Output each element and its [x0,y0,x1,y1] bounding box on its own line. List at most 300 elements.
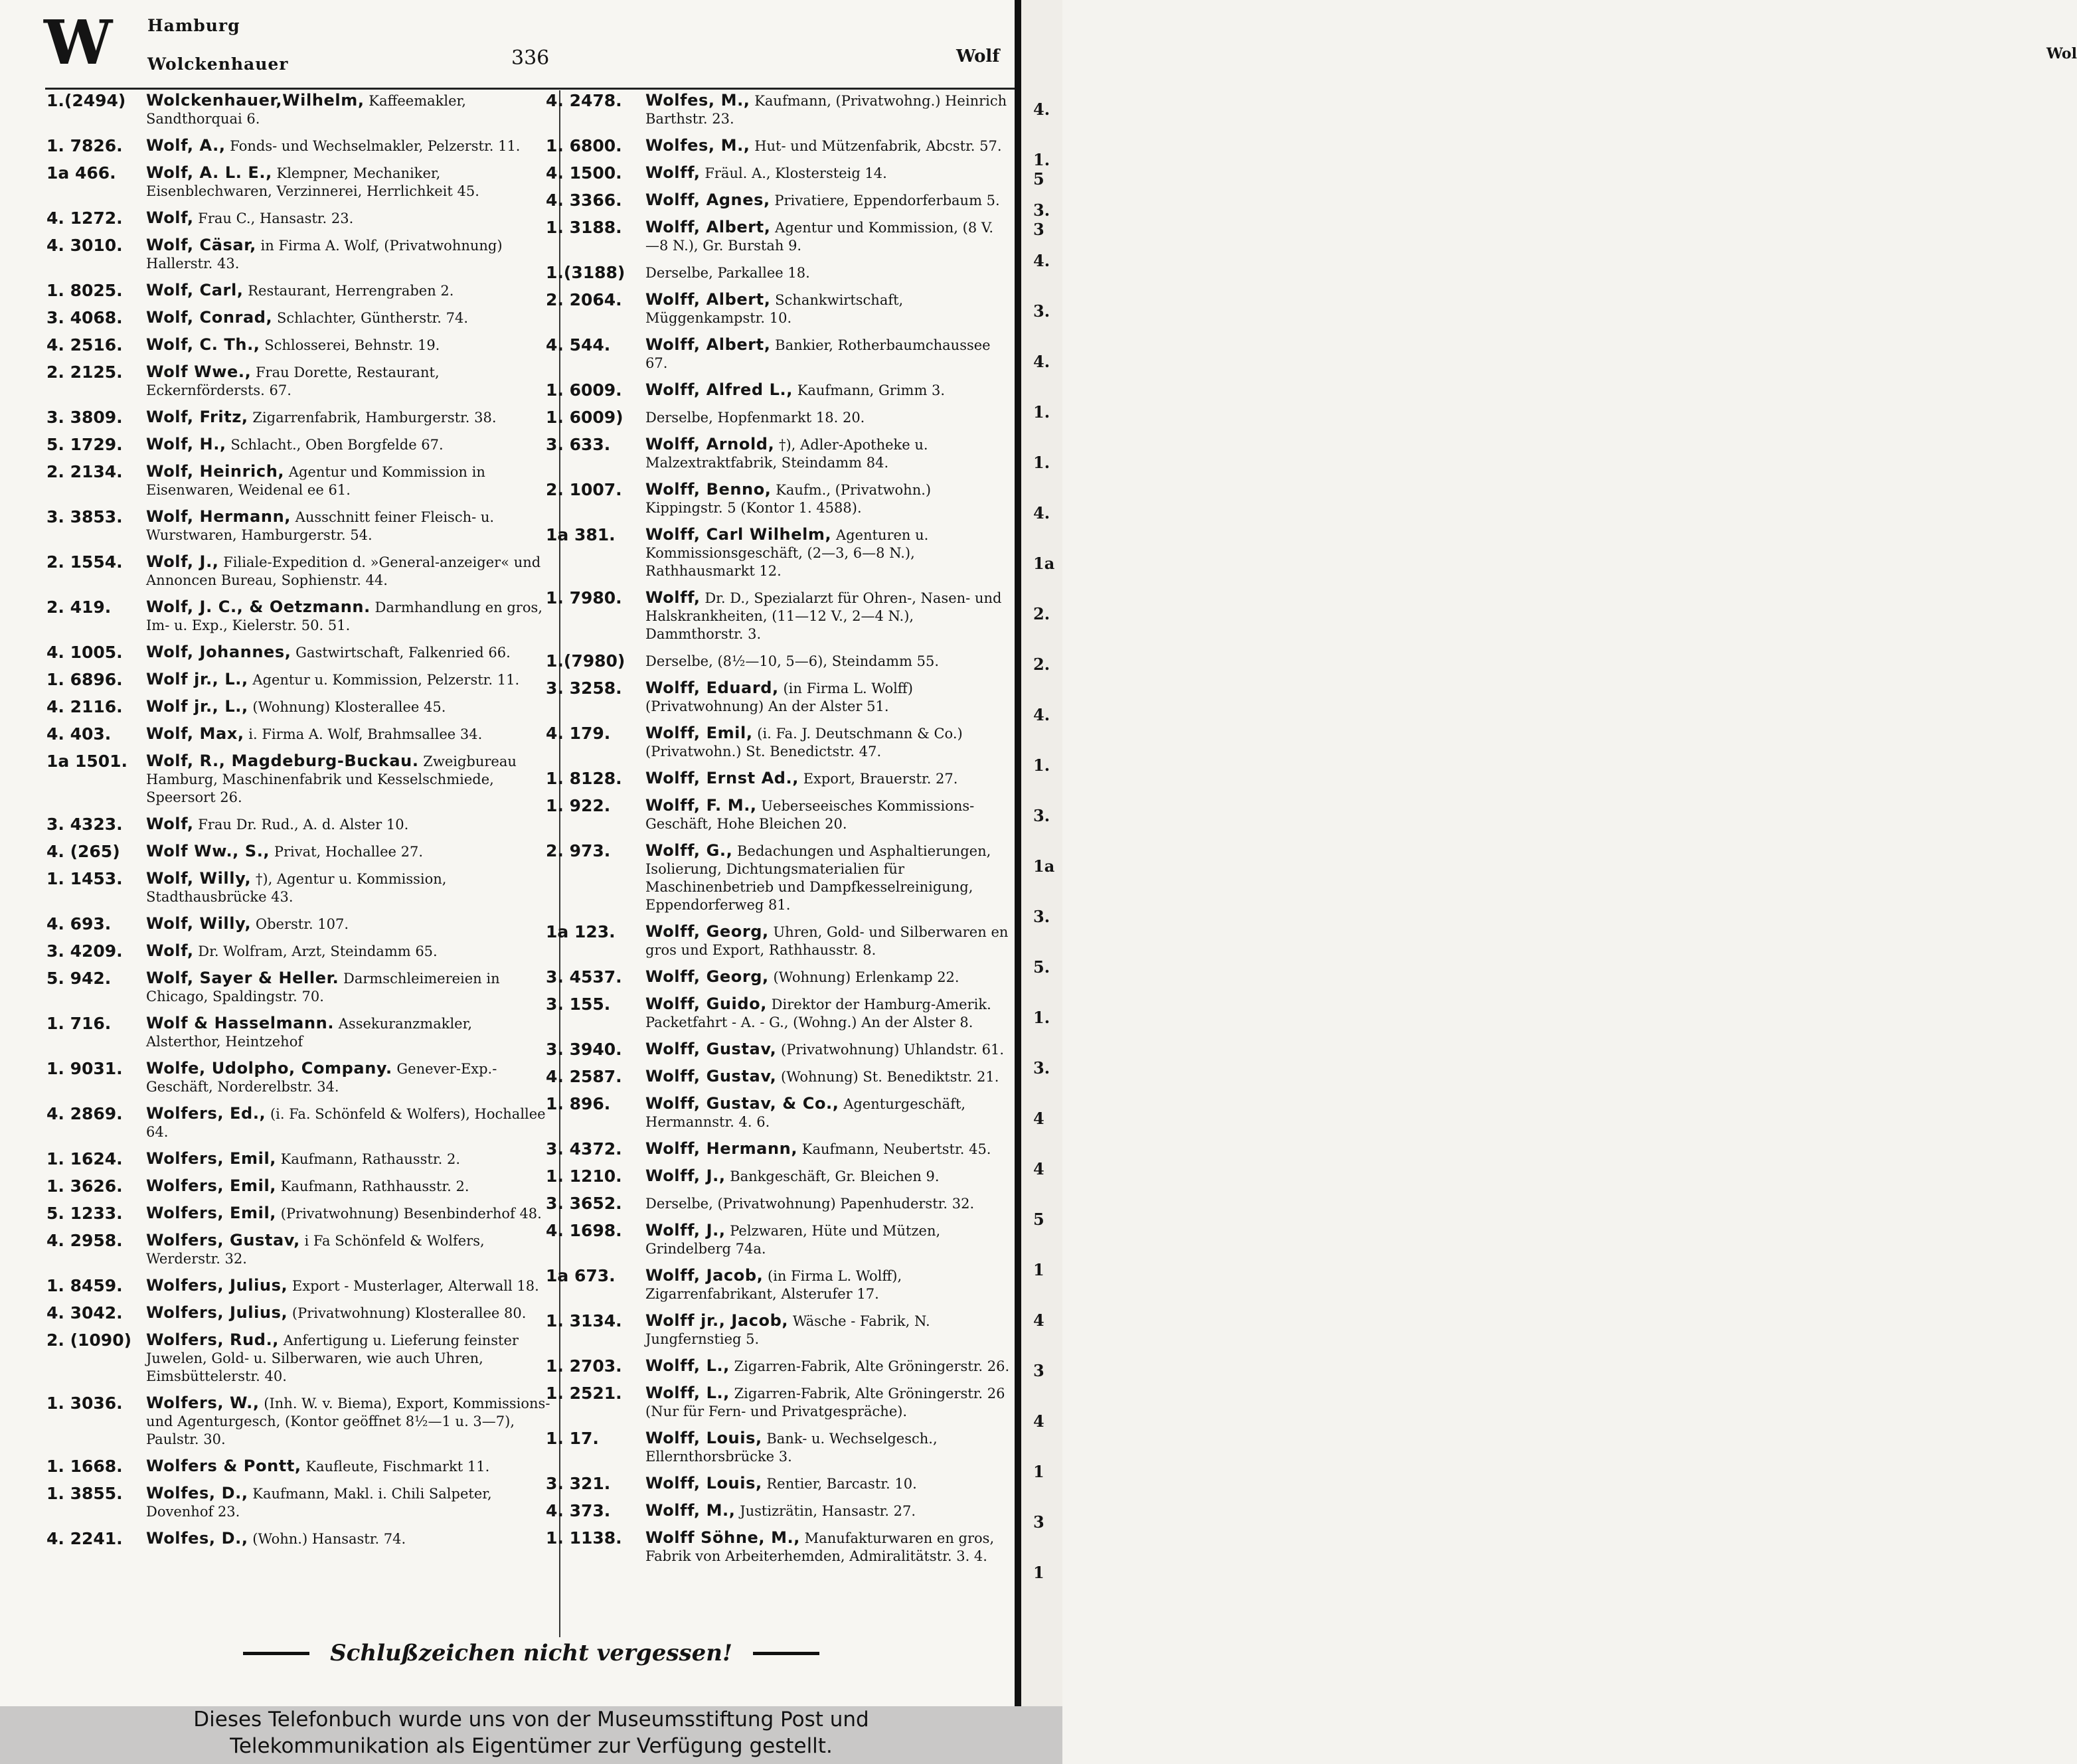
entry-details: Bank- u. Wechselgesch., Ellernthorsbrücke 3. [645,1431,938,1465]
entry-number: 4. 1500. [546,163,622,183]
entry-details: Genever-Exp.-Geschäft, Norderelbstr. 34. [146,1061,497,1095]
entry-number: 1. 9031. [46,1059,123,1078]
directory-entry [46,1394,551,1449]
entry-details: (Privatwohnung) Klosterallee 80. [291,1305,527,1321]
entry-details: Zweigbureau Hamburg, Maschinenfabrik und Kesselschmiede, Speersort 26. [146,754,517,805]
entry-name: Wolff, Hermann, [645,1139,798,1158]
adjacent-page-number: 1a [1033,554,1055,573]
entry-details: Kaufmann, Rathausstr. 2. [280,1151,460,1167]
entry-number: 2. 1007. [546,480,622,499]
entry-name: Wolfers, Emil, [146,1149,277,1168]
directory-entry [546,1429,1011,1466]
directory-entry [546,968,1011,987]
entry-name: Wolf, C. Th., [146,335,260,354]
entry-details: Privatiere, Eppendorferbaum 5. [774,193,1000,208]
directory-entry [46,1060,551,1096]
entry-number: 1. 3134. [546,1311,622,1330]
directory-entry [46,1457,551,1476]
entry-name: Wolfers & Pontt, [146,1457,301,1475]
adjacent-page-number: 1. [1033,402,1050,422]
entry-name: Wolf, Fritz, [146,408,248,426]
entry-number: 4. 403. [46,724,112,744]
directory-entry [546,842,1011,914]
adjacent-page-number: 4 [1033,1311,1044,1330]
adjacent-page-number: 2. [1033,655,1050,674]
directory-entry [46,309,551,327]
adjacent-page-number: 4. [1033,705,1050,724]
entry-details: Kaufleute, Fischmarkt 11. [305,1459,490,1475]
directory-entry [546,1502,1011,1520]
entry-name: Wolff, Eduard, [645,679,779,697]
entry-number: 1. 7980. [546,588,622,607]
entry-number: 2. 419. [46,598,112,617]
footer-line-1: Dieses Telefonbuch wurde uns von der Museumsstiftung Post und [193,1708,869,1731]
entry-details: Dr. Wolfram, Arzt, Steindamm 65. [198,943,438,959]
directory-entry [546,1267,1011,1303]
adjacent-page-number: 3 [1033,1512,1044,1532]
section-letter: W [44,7,113,78]
entry-name: Wolf, Willy, [146,914,252,933]
adjacent-page-number: 3. [1033,301,1050,321]
entry-number: 1. 8025. [46,281,123,300]
directory-entry [546,1529,1011,1565]
entry-details: Kaufmann, (Privatwohng.) Heinrich Barthstr. 23. [645,93,1007,127]
directory-entry [46,209,551,228]
entry-number: 4. 179. [546,724,611,743]
entry-number: 4. 2516. [46,335,123,355]
entry-name: Wolfes, M., [645,136,750,155]
entry-name: Wolff, L., [645,1356,730,1375]
closing-reminder [0,1640,1062,1666]
entry-number: 1. 922. [546,796,611,815]
entry-number: 3. 633. [546,435,611,454]
directory-entry [546,1312,1011,1348]
entry-details: Derselbe, (8½—10, 5—6), Steindamm 55. [645,653,940,669]
header-first-name: Wolckenhauer [147,54,289,74]
directory-entry [546,724,1011,761]
entry-details: Hut- und Mützenfabrik, Abcstr. 57. [754,138,1002,154]
entry-details: in Firma A. Wolf, (Privatwohnung) Hallerstr. 43. [146,238,503,272]
adjacent-page-number: 1a [1033,856,1055,876]
entry-number: 2. 2134. [46,462,123,481]
directory-entry [46,463,551,499]
right-column [546,92,1011,1574]
entry-number: 1. 716. [46,1014,112,1033]
adjacent-page-number: 1. 5 [1033,150,1050,189]
directory-entry [46,1304,551,1323]
entry-name: Wolff, Emil, [645,724,753,742]
directory-entry [46,436,551,454]
entry-number: 1a 1501. [46,752,128,771]
entry-details: Bankier, Rotherbaumchaussee 67. [645,337,991,371]
closing-text: Schlußzeichen nicht vergessen! [330,1640,732,1666]
directory-entry [46,281,551,300]
adjacent-page-number: 1 [1033,1462,1044,1481]
adjacent-page-number: 1. [1033,453,1050,472]
directory-entry [546,408,1011,427]
entry-details: †), Agentur u. Kommission, Stadthausbrücke 43. [146,871,447,905]
entry-details: Wäsche - Fabrik, N. Jungfernstieg 5. [645,1313,930,1347]
entry-name: Wolfers, Gustav, [146,1231,300,1249]
entry-number: 1. 8128. [546,769,622,788]
adjacent-page-number: 3 [1033,1361,1044,1380]
entry-details: Bankgeschäft, Gr. Bleichen 9. [730,1168,940,1184]
directory-entry [46,553,551,590]
directory-entry [546,679,1011,716]
entry-details: Agenturgeschäft, Hermannstr. 4. 6. [645,1096,966,1130]
directory-entry [546,769,1011,788]
adjacent-page-number: 1. [1033,1008,1050,1027]
directory-entry [546,218,1011,255]
entry-name: Wolff, L., [645,1384,730,1402]
directory-entry [546,1167,1011,1186]
directory-entry [546,1384,1011,1421]
entry-name: Wolff, Arnold, [645,435,775,453]
entry-details: Manufakturwaren en gros, Fabrik von Arbeiterhemden, Admiralitätstr. 3. 4. [645,1530,995,1564]
entry-number: 2. 2125. [46,362,123,382]
entry-number: 4. 373. [546,1501,611,1520]
entry-details: (Inh. W. v. Biema), Export, Kommissions- und Agenturgesch, (Kontor geöffnet 8½—1 u. 3—7), Paulstr. 30. [146,1396,550,1447]
entry-name: Wolff, Jacob, [645,1266,764,1285]
entry-details: Anfertigung u. Lieferung feinster Juwelen, Gold- u. Silberwaren, wie auch Uhren, Eimsbüttelerstr. 40. [146,1332,519,1384]
adjacent-page-number: 1 [1033,1563,1044,1582]
entry-details: Bedachungen und Asphaltierungen, Isolierung, Dichtungsmaterialien für Maschinenbetrieb und Dampfkesselreinigung, Eppendorferweg 81. [645,843,991,913]
entry-name: Wolfers, Rud., [146,1330,280,1349]
entry-details: Uhren, Gold- und Silberwaren en gros und Export, Rathhausstr. 8. [645,924,1009,958]
directory-entry [546,291,1011,327]
entry-number: 1a 381. [546,525,616,544]
entry-name: Wolf, H., [146,435,226,453]
entry-number: 3. 4209. [46,941,123,961]
directory-entry [46,137,551,155]
adjacent-page-number: 4. [1033,352,1050,371]
entry-number: 4. 2241. [46,1529,123,1548]
adjacent-page-number: 3. [1033,1058,1050,1078]
adjacent-page-number: 5. [1033,957,1050,977]
entry-number: 1. 7826. [46,136,123,155]
entry-details: †), Adler-Apotheke u. Malzextraktfabrik, Steindamm 84. [645,437,928,471]
directory-entry [546,336,1011,372]
entry-name: Wolff, Agnes, [645,191,770,209]
entry-name: Wolf, A. L. E., [146,163,272,182]
entry-number: 5. 1729. [46,435,123,454]
entry-details: Kaufm., (Privatwohn.) Kippingstr. 5 (Kontor 1. 4588). [645,482,932,516]
directory-entry [46,842,551,861]
entry-details: Kaufmann, Makl. i. Chili Salpeter, Dovenhof 23. [146,1486,492,1520]
entry-name: Wolf, Cäsar, [146,236,256,254]
entry-details: Kaufmann, Grimm 3. [797,382,946,398]
entry-name: Wolfers, Emil, [146,1204,277,1222]
entry-number: 1a 673. [546,1266,616,1285]
entry-details: Agenturen u. Kommissionsgeschäft, (2—3, 6—8 N.), Rathhausmarkt 12. [645,527,929,579]
entry-number: 1. 6800. [546,136,622,155]
adjacent-page-number: 4 [1033,1109,1044,1128]
entry-details: Kaufmann, Rathhausstr. 2. [280,1178,469,1194]
entry-name: Wolff, Louis, [645,1474,762,1492]
closing-line-right [753,1652,819,1655]
entry-details: Gastwirtschaft, Falkenried 66. [295,645,511,661]
entry-number: 4. 544. [546,335,611,355]
entry-name: Wolf Wwe., [146,362,252,381]
directory-entry [546,1194,1011,1213]
entry-number: 3. 4537. [546,967,622,987]
entry-details: Agentur und Kommission, (8 V. —8 N.), Gr. Burstah 9. [645,220,994,254]
entry-details: i Fa Schönfeld & Wolfers, Werderstr. 32. [146,1233,485,1267]
entry-name: Wolf Ww., S., [146,842,270,860]
directory-entry [546,589,1011,643]
entry-number: 1. 2521. [546,1384,622,1403]
adjacent-page-number: 4. [1033,503,1050,522]
header-city: Hamburg [147,16,240,35]
entry-number: 2. 973. [546,841,611,860]
entry-number: 3. 3258. [546,679,622,698]
entry-name: Wolff, Benno, [645,480,772,499]
directory-entry [546,1040,1011,1059]
entry-number: 1. 1210. [546,1166,622,1186]
directory-entry [46,1204,551,1223]
entry-name: Wolf, A., [146,136,226,155]
entry-name: Wolff, [645,588,701,607]
entry-name: Wolff, Carl Wilhelm, [645,525,832,544]
directory-entry [46,815,551,834]
entry-name: Wolf jr., L., [146,670,248,688]
entry-name: Wolff, Albert, [645,218,771,236]
adjacent-page-number: 4 [1033,1159,1044,1178]
entry-number: 4. 3042. [46,1303,123,1323]
entry-number: 4. 3010. [46,236,123,255]
entry-name: Wolf, Conrad, [146,308,273,327]
entry-name: Wolff, M., [645,1501,736,1520]
entry-number: 1. 8459. [46,1276,123,1295]
entry-details: (Wohnung) St. Benediktstr. 21. [781,1069,999,1085]
entry-name: Wolff, Gustav, & Co., [645,1094,839,1113]
entry-number: 3. 4323. [46,815,123,834]
entry-details: Export, Brauerstr. 27. [803,771,958,787]
directory-entry [46,598,551,635]
entry-number: 4. 2478. [546,91,622,110]
entry-details: Agentur u. Kommission, Pelzerstr. 11. [252,672,520,688]
adjacent-page-number: 4. [1033,100,1050,119]
footer-banner [0,1706,1062,1764]
directory-entry [546,191,1011,210]
entry-number: 3. 3853. [46,507,123,526]
entry-number: 1a 466. [46,163,116,183]
entry-number: 1. 1668. [46,1457,123,1476]
entry-name: Wolf, Sayer & Heller. [146,969,339,987]
entry-details: Schlachter, Güntherstr. 74. [276,310,469,326]
entry-name: Wolckenhauer,Wilhelm, [146,91,365,110]
entry-name: Wolfes, D., [146,1484,248,1502]
entry-details: Dr. D., Spezialarzt für Ohren-, Nasen- und Halskrankheiten, (11—12 V., 2—4 N.), Dammthorstr. 3. [645,590,1002,642]
directory-entry [46,1530,551,1548]
directory-entry [546,1222,1011,1258]
entry-number: 5. 1233. [46,1204,123,1223]
entry-name: Wolff, [645,163,701,182]
directory-entry [546,526,1011,580]
header-last-name: Wolf [956,46,1000,66]
entry-name: Wolfers, W., [146,1394,260,1412]
entry-details: Pelzwaren, Hüte und Mützen, Grindelberg 74a. [645,1223,941,1257]
directory-entry [46,671,551,689]
adjacent-page-number: 1 [1033,1260,1044,1279]
entry-name: Wolff Söhne, M., [645,1528,800,1547]
directory-entry [46,870,551,906]
entry-details: Filiale-Expedition d. »General-anzeiger« und Annoncen Bureau, Sophienstr. 44. [146,554,541,588]
adjacent-page-number: 4 [1033,1411,1044,1431]
entry-number: 4. 1005. [46,643,123,662]
entry-details: Assekuranzmakler, Alsterthor, Heintzehof [146,1016,473,1050]
entry-number: 1. 3036. [46,1394,123,1413]
entry-number: 5. 942. [46,969,112,988]
directory-entry [46,725,551,744]
directory-entry [46,1331,551,1386]
entry-details: Export - Musterlager, Alterwall 18. [291,1278,539,1294]
entry-number: 2. (1090) [46,1330,132,1350]
entry-details: (i. Fa. J. Deutschmann & Co.) (Privatwohn.) St. Benedictstr. 47. [645,726,963,760]
entry-name: Wolf, Max, [146,724,244,743]
directory-entry [46,408,551,427]
directory-entry [546,923,1011,959]
directory-entry [46,363,551,400]
entry-name: Wolf, Heinrich, [146,462,285,481]
entry-name: Wolff, Guido, [645,995,767,1013]
entry-details: Zigarrenfabrik, Hamburgerstr. 38. [252,410,497,426]
directory-entry [46,1014,551,1051]
entry-details: Kaffeemakler, Sandthorquai 6. [146,93,466,127]
entry-number: 1. 6009. [546,380,622,400]
directory-entry [46,942,551,961]
entry-name: Wolfers, Julius, [146,1303,288,1322]
entry-number: 3. 321. [546,1474,611,1493]
entry-name: Wolf, J., [146,552,219,571]
entry-name: Wolf, R., Magdeburg-Buckau. [146,752,419,770]
entry-number: 1. 896. [546,1094,611,1113]
entry-details: (Privatwohnung) Besenbinderhof 48. [280,1206,542,1222]
entry-name: Wolfe, Udolpho, Company. [146,1059,392,1078]
directory-entry [46,1232,551,1268]
directory-entry [546,1475,1011,1493]
entry-details: Frau Dorette, Restaurant, Eckernfördersts. 67. [146,364,440,398]
entry-details: Restaurant, Herrengraben 2. [248,283,454,299]
entry-details: Schankwirtschaft, Müggenkampstr. 10. [645,292,904,326]
directory-entry [546,381,1011,400]
page-number: 336 [511,46,550,70]
entry-number: 4. 3366. [546,191,622,210]
entry-number: 4. 693. [46,914,112,933]
entry-number: 1. 3188. [546,218,622,237]
entry-details: Zigarren-Fabrik, Alte Gröningerstr. 26 (Nur für Fern- und Privatgespräche). [645,1386,1005,1419]
directory-entry [546,1068,1011,1086]
entry-details: Schlacht., Oben Borgfelde 67. [230,437,444,453]
directory-entry [46,236,551,273]
entry-name: Wolfes, D., [146,1529,248,1548]
entry-name: Wolff, G., [645,841,733,860]
entry-name: Wolf, Willy, [146,869,252,888]
entry-name: Wolf, [146,208,194,227]
directory-entry [546,995,1011,1032]
entry-details: Agentur und Kommission in Eisenwaren, Weidenal ee 61. [146,464,485,498]
entry-number: 3. 4372. [546,1139,622,1159]
entry-name: Wolf, [146,941,194,960]
entry-number: 1. 3626. [46,1176,123,1196]
entry-number: 4. 2116. [46,697,123,716]
entry-details: Ueberseeisches Kommissions-Geschäft, Hohe Bleichen 20. [645,798,975,832]
entry-details: Privat, Hochallee 27. [274,844,424,860]
entry-details: Darmschleimereien in Chicago, Spaldingstr. 70. [146,971,500,1004]
entry-details: i. Firma A. Wolf, Brahmsallee 34. [248,726,483,742]
entry-details: Rentier, Barcastr. 10. [766,1476,917,1492]
directory-entry [46,1484,551,1521]
entry-details: Darmhandlung en gros, Im- u. Exp., Kielerstr. 50. 51. [146,600,542,633]
entry-number: 1. 1624. [46,1149,123,1168]
entry-number: 3. 155. [546,995,611,1014]
entry-details: (in Firma L. Wolff), Zigarrenfabrikant, Alsterufer 17. [645,1268,902,1302]
entry-name: Wolfers, Emil, [146,1176,277,1195]
entry-name: Wolff, Albert, [645,290,771,309]
adjacent-page-number: 4. [1033,251,1050,270]
directory-entry [546,264,1011,282]
entry-number: 1a 123. [546,922,616,941]
directory-entry [46,752,551,807]
entry-number: 1. 6009) [546,408,623,427]
entry-name: Wolf, Carl, [146,281,244,299]
directory-entry [546,164,1011,183]
entry-name: Wolff, J., [645,1166,726,1185]
directory-entry [546,137,1011,155]
entry-number: 1. 1453. [46,869,123,888]
entry-number: 3. 3940. [546,1040,622,1059]
adjacent-page-number: 3. [1033,907,1050,926]
entry-number: 1.(2494) [46,91,126,110]
entry-details: Klempner, Mechaniker, Eisenblechwaren, Verzinnerei, Herrlichkeit 45. [146,165,479,199]
entry-details: (Wohn.) Hansastr. 74. [252,1531,406,1547]
entry-details: (Wohnung) Klosterallee 45. [252,699,446,715]
entry-number: 4. 2869. [46,1104,123,1123]
entry-name: Wolff, Gustav, [645,1040,777,1058]
directory-entry [46,1150,551,1168]
directory-entry [546,481,1011,517]
entry-details: Frau C., Hansastr. 23. [198,210,354,226]
entry-details: (in Firma L. Wolff) (Privatwohnung) An der Alster 51. [645,681,913,714]
directory-entry [46,164,551,200]
directory-entry [46,1105,551,1141]
entry-number: 3. 4068. [46,308,123,327]
entry-details: Kaufmann, Neubertstr. 45. [801,1141,991,1157]
directory-entry [46,92,551,128]
adjacent-page-number: 1. [1033,756,1050,775]
directory-entry [546,1357,1011,1376]
page-edge-bar [1015,0,1021,1706]
entry-name: Wolf & Hasselmann. [146,1014,335,1032]
entry-details: Ausschnitt feiner Fleisch- u. Wurstwaren, Hamburgerstr. 54. [146,509,495,543]
entry-name: Wolfers, Ed., [146,1104,266,1123]
entry-name: Wolf, [146,815,194,833]
entry-details: Justizrätin, Hansastr. 27. [740,1503,916,1519]
entry-name: Wolff, Ernst Ad., [645,769,799,787]
entry-number: 1.(7980) [546,651,625,671]
directory-entry [46,1277,551,1295]
entry-number: 1. 17. [546,1429,599,1448]
entry-details: Zigarren-Fabrik, Alte Gröningerstr. 26. [734,1358,1010,1374]
directory-entry [46,336,551,355]
directory-entry [546,797,1011,833]
entry-details: Direktor der Hamburg-Amerik. Packetfahrt - A. - G., (Wohng.) An der Alster 8. [645,997,991,1030]
entry-number: 4. 2958. [46,1231,123,1250]
entry-name: Wolff, Albert, [645,335,771,354]
entry-details: Fonds- und Wechselmakler, Pelzerstr. 11. [230,138,521,154]
directory-entry [546,652,1011,671]
header-divider [45,88,1016,90]
